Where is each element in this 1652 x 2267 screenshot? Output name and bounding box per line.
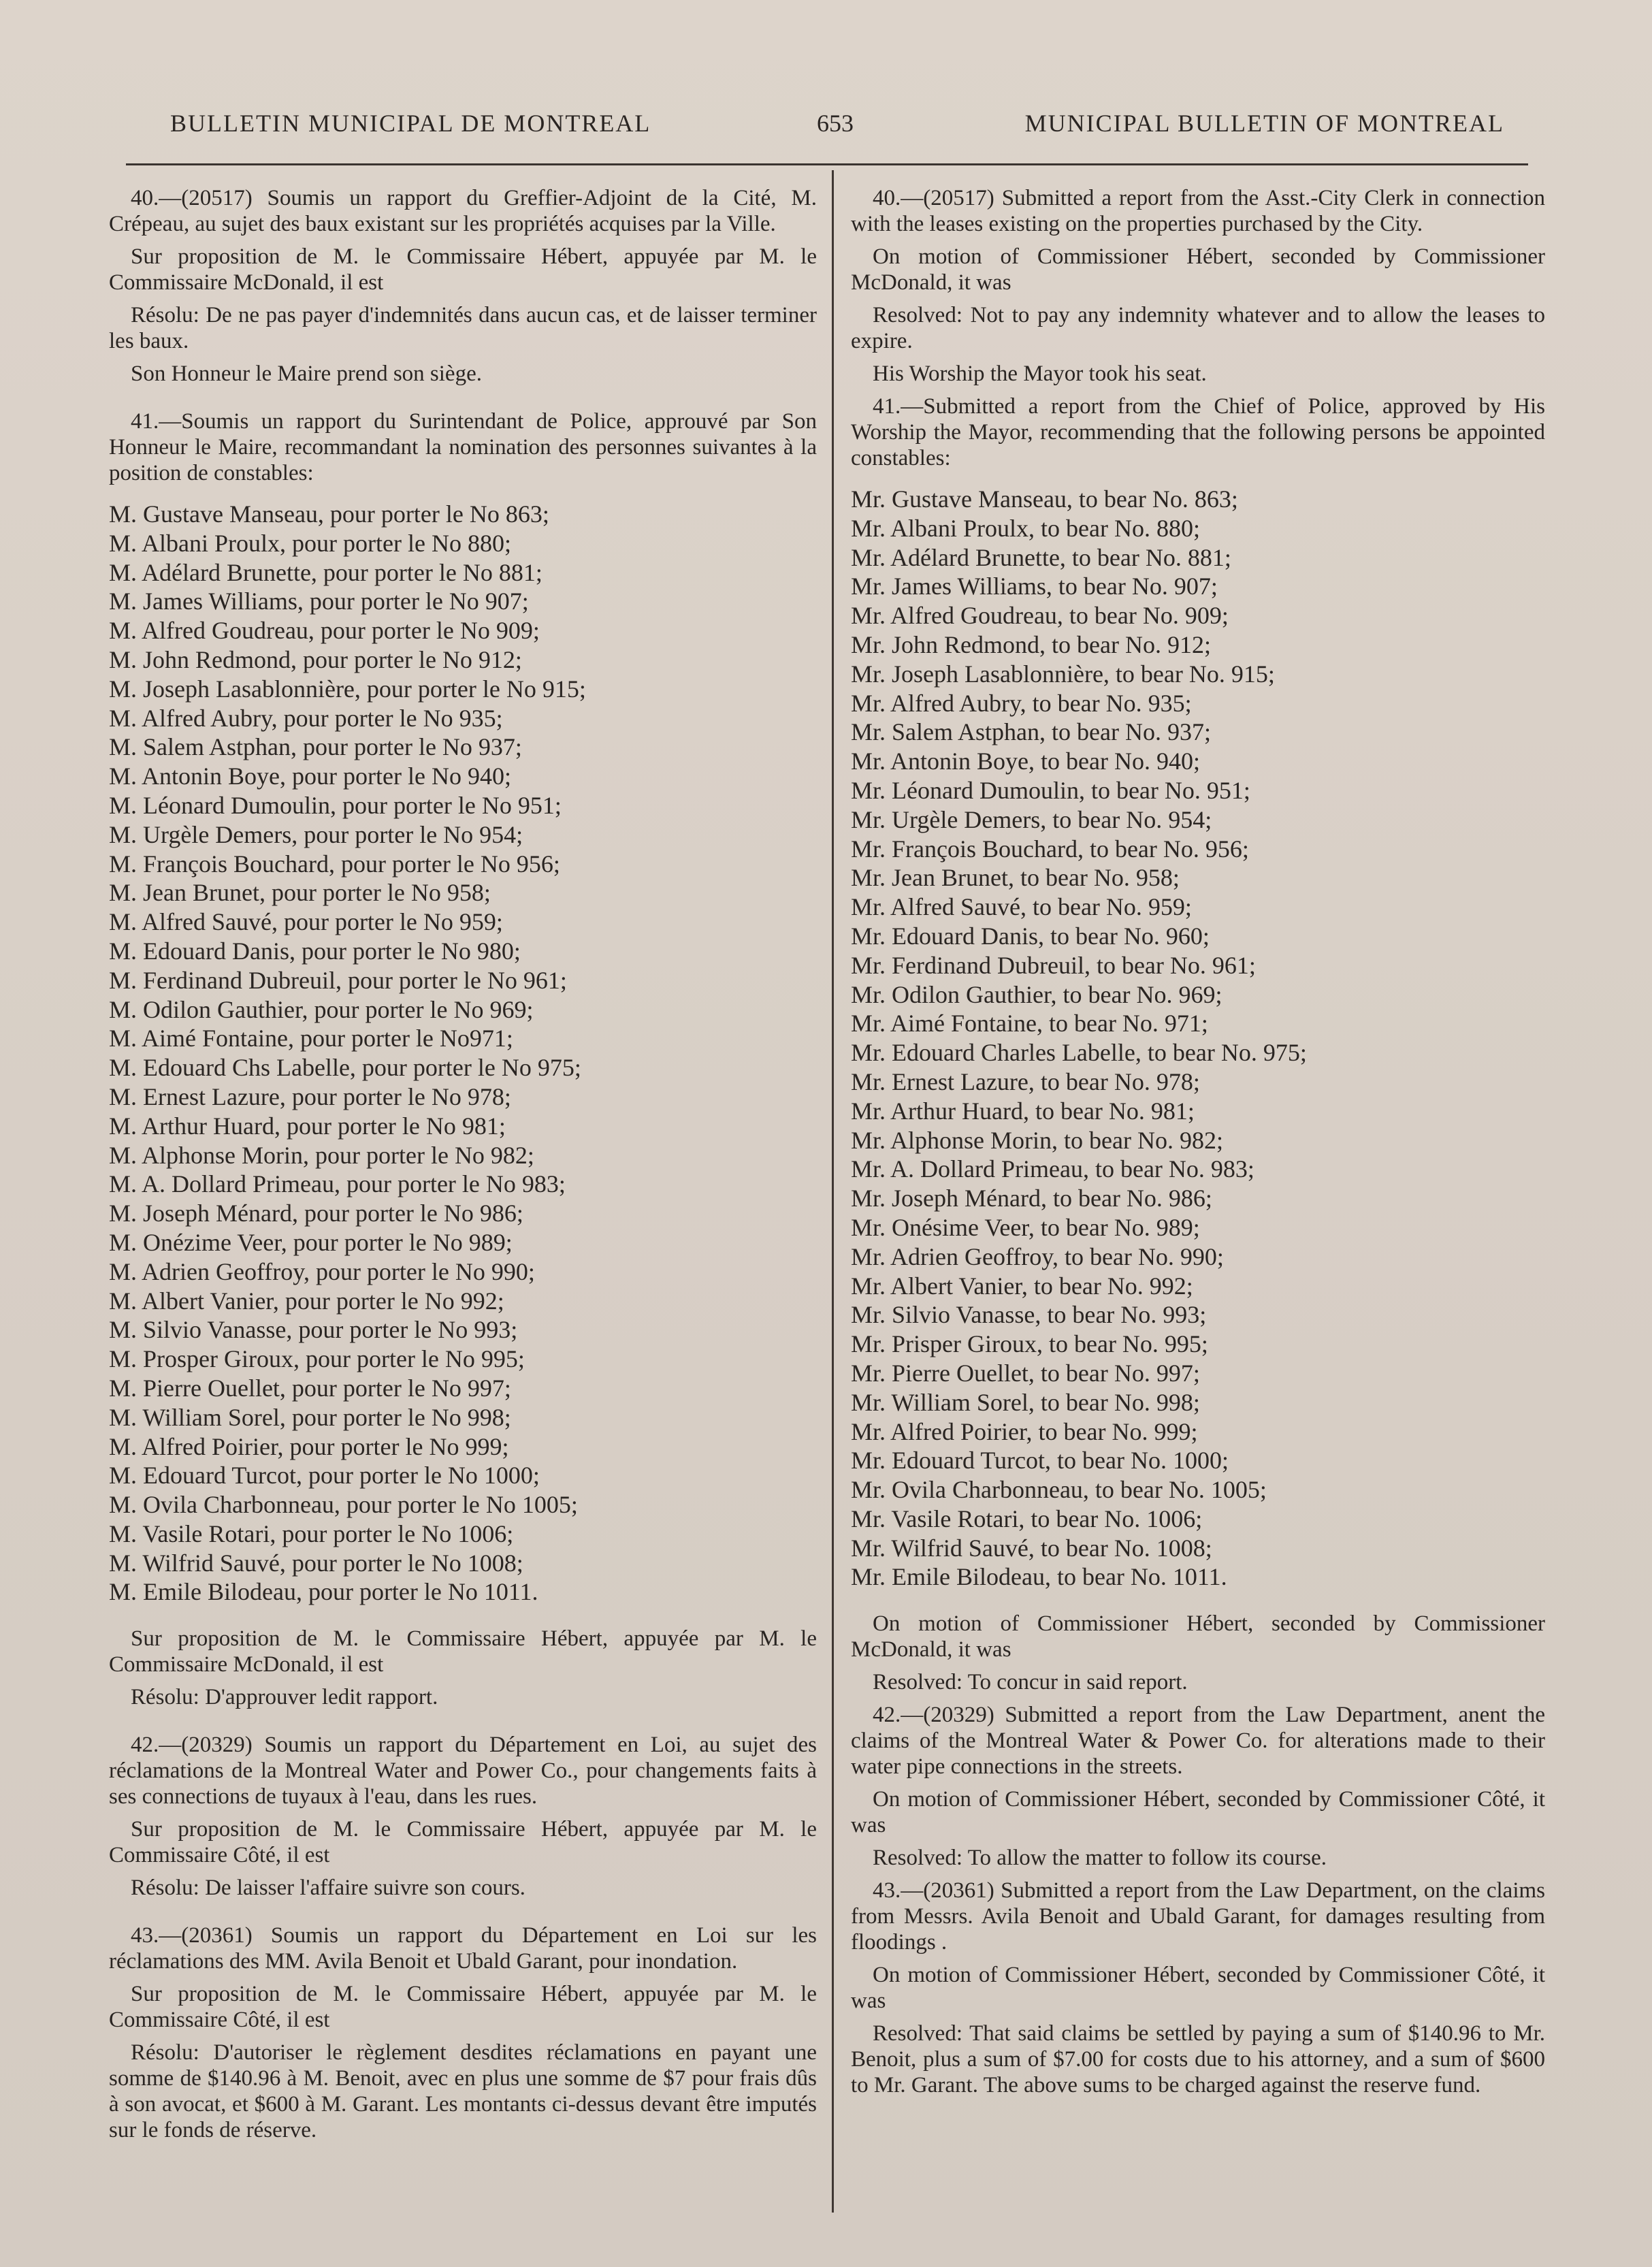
fr-constable-entry: M. Antonin Boye, pour porter le No 940; xyxy=(109,762,511,790)
fr-constable-entry: M. Urgèle Demers, pour porter le No 954; xyxy=(109,820,523,848)
fr-item-43: 43.—(20361) Soumis un rapport du Département en Loi sur les réclamations des MM. Avila Benoit et Ubald Garant, pour inondation. xyxy=(109,1923,817,1974)
french-column xyxy=(109,185,817,2150)
fr-constable-entry: M. Edouard Danis, pour porter le No 980; xyxy=(109,937,521,965)
fr-constable-entry: M. Ernest Lazure, pour porter le No 978; xyxy=(109,1082,511,1110)
fr-item-41: 41.—Soumis un rapport du Surintendant de Police, approuvé par Son Honneur le Maire, recommandant la nomination des personnes suivantes à la position de constables: xyxy=(109,409,817,485)
en-constable-entry: Mr. Onésime Veer, to bear No. 989; xyxy=(851,1213,1200,1241)
fr-constable-entry: M. Ferdinand Dubreuil, pour porter le No 961; xyxy=(109,966,567,994)
en-constable-entry: Mr. Jean Brunet, to bear No. 958; xyxy=(851,864,1180,892)
english-column xyxy=(851,185,1545,2105)
fr-constable-entry: M. Prosper Giroux, pour porter le No 995; xyxy=(109,1345,525,1373)
en-item-40-resolution: Resolved: Not to pay any indemnity whatever and to allow the leases to expire. xyxy=(851,303,1545,353)
fr-constable-entry: M. Emile Bilodeau, pour porter le No 1011. xyxy=(109,1578,538,1606)
fr-constable-entry: M. Silvio Vanasse, pour porter le No 993; xyxy=(109,1316,518,1344)
fr-constable-list xyxy=(109,500,817,1607)
header-french-title: BULLETIN MUNICIPAL DE MONTREAL xyxy=(170,110,651,137)
fr-constable-entry: M. John Redmond, pour porter le No 912; xyxy=(109,645,522,673)
en-constable-entry: Mr. Joseph Ménard, to bear No. 986; xyxy=(851,1185,1212,1212)
en-item-40-motion: On motion of Commissioner Hébert, seconded by Commissioner McDonald, it was xyxy=(851,244,1545,295)
en-constable-entry: Mr. Adélard Brunette, to bear No. 881; xyxy=(851,543,1231,571)
fr-constable-entry: M. Edouard Turcot, pour porter le No 1000; xyxy=(109,1462,540,1490)
en-item-43: 43.—(20361) Submitted a report from the Law Department, on the claims from Messrs. Avila Benoit and Ubald Garant, for damages resulting from floodings . xyxy=(851,1878,1545,1955)
header-rule xyxy=(126,163,1528,165)
fr-constable-entry: M. William Sorel, pour porter le No 998; xyxy=(109,1403,511,1431)
fr-constable-entry: M. Alphonse Morin, pour porter le No 982; xyxy=(109,1141,534,1169)
fr-constable-entry: M. Joseph Lasablonnière, pour porter le No 915; xyxy=(109,675,586,703)
fr-constable-entry: M. Arthur Huard, pour porter le No 981; xyxy=(109,1112,506,1140)
page-number: 653 xyxy=(817,110,854,137)
en-constable-entry: Mr. William Sorel, to bear No. 998; xyxy=(851,1388,1200,1416)
en-constable-entry: Mr. Aimé Fontaine, to bear No. 971; xyxy=(851,1010,1208,1038)
fr-item-41-resolution: Résolu: D'approuver ledit rapport. xyxy=(131,1685,438,1710)
fr-constable-entry: M. Ovila Charbonneau, pour porter le No 1005; xyxy=(109,1491,578,1519)
fr-constable-entry: M. Alfred Poirier, pour porter le No 999; xyxy=(109,1432,509,1460)
en-constable-entry: Mr. Salem Astphan, to bear No. 937; xyxy=(851,718,1211,746)
en-mayor-seat: His Worship the Mayor took his seat. xyxy=(873,361,1207,386)
fr-constable-entry: M. Vasile Rotari, pour porter le No 1006; xyxy=(109,1520,514,1547)
en-constable-entry: Mr. Gustave Manseau, to bear No. 863; xyxy=(851,485,1238,513)
fr-constable-entry: M. Léonard Dumoulin, pour porter le No 951; xyxy=(109,791,562,819)
fr-item-43-resolution: Résolu: D'autoriser le règlement desdites réclamations en payant une somme de $140.96 à M. Benoit, avec en plus une somme de $7 pour frais dûs à son avocat, et $600 à M. Garant. Les montants ci-dessus devant être imputés sur le fonds de réserve. xyxy=(109,2040,817,2143)
en-item-41-motion: On motion of Commissioner Hébert, seconded by Commissioner McDonald, it was xyxy=(851,1611,1545,1662)
fr-constable-entry: M. Albert Vanier, pour porter le No 992; xyxy=(109,1287,504,1315)
en-constable-entry: Mr. Alphonse Morin, to bear No. 982; xyxy=(851,1126,1223,1154)
fr-item-41-motion: Sur proposition de M. le Commissaire Hébert, appuyée par M. le Commissaire McDonald, il est xyxy=(109,1626,817,1677)
en-constable-entry: Mr. Ovila Charbonneau, to bear No. 1005; xyxy=(851,1476,1267,1504)
fr-item-42-resolution: Résolu: De laisser l'affaire suivre son cours. xyxy=(131,1876,525,1901)
en-constable-entry: Mr. Alfred Aubry, to bear No. 935; xyxy=(851,689,1192,717)
en-constable-entry: Mr. Adrien Geoffroy, to bear No. 990; xyxy=(851,1242,1224,1270)
en-constable-entry: Mr. Edouard Charles Labelle, to bear No. 975; xyxy=(851,1039,1307,1067)
fr-constable-entry: M. Alfred Goudreau, pour porter le No 909; xyxy=(109,617,540,645)
en-constable-entry: Mr. Odilon Gauthier, to bear No. 969; xyxy=(851,980,1222,1008)
header-english-title: MUNICIPAL BULLETIN OF MONTREAL xyxy=(1024,110,1504,137)
fr-constable-entry: M. Jean Brunet, pour porter le No 958; xyxy=(109,879,491,907)
en-constable-entry: Mr. Emile Bilodeau, to bear No. 1011. xyxy=(851,1563,1227,1591)
fr-constable-entry: M. Pierre Ouellet, pour porter le No 997; xyxy=(109,1374,511,1402)
fr-item-43-motion: Sur proposition de M. le Commissaire Hébert, appuyée par M. le Commissaire Côté, il est xyxy=(109,1982,817,2033)
en-constable-entry: Mr. John Redmond, to bear No. 912; xyxy=(851,630,1211,658)
en-constable-entry: Mr. François Bouchard, to bear No. 956; xyxy=(851,835,1249,863)
fr-constable-entry: M. Onézime Veer, pour porter le No 989; xyxy=(109,1228,513,1256)
en-item-43-motion: On motion of Commissioner Hébert, seconded by Commissioner Côté, it was xyxy=(851,1963,1545,2014)
fr-constable-entry: M. Salem Astphan, pour porter le No 937; xyxy=(109,733,522,761)
en-constable-entry: Mr. Ernest Lazure, to bear No. 978; xyxy=(851,1067,1200,1095)
fr-constable-entry: M. Alfred Sauvé, pour porter le No 959; xyxy=(109,908,503,936)
en-constable-entry: Mr. Albani Proulx, to bear No. 880; xyxy=(851,514,1200,542)
en-constable-entry: Mr. Vasile Rotari, to bear No. 1006; xyxy=(851,1505,1203,1532)
en-item-41: 41.—Submitted a report from the Chief of Police, approved by His Worship the Mayor, recommending that the following persons be appointed constables: xyxy=(851,394,1545,470)
column-divider xyxy=(832,170,834,2213)
en-constable-entry: Mr. Alfred Sauvé, to bear No. 959; xyxy=(851,893,1192,921)
fr-constable-entry: M. Adélard Brunette, pour porter le No 881; xyxy=(109,558,542,586)
en-item-40: 40.—(20517) Submitted a report from the Asst.-City Clerk in connection with the leases existing on the properties purchased by the City. xyxy=(851,186,1545,236)
en-constable-entry: Mr. Wilfrid Sauvé, to bear No. 1008; xyxy=(851,1534,1212,1562)
en-constable-entry: Mr. Edouard Turcot, to bear No. 1000; xyxy=(851,1447,1229,1475)
fr-constable-entry: M. Odilon Gauthier, pour porter le No 969; xyxy=(109,995,534,1023)
fr-constable-entry: M. François Bouchard, pour porter le No 956; xyxy=(109,850,560,878)
fr-item-40-motion: Sur proposition de M. le Commissaire Hébert, appuyée par M. le Commissaire McDonald, il est xyxy=(109,244,817,295)
en-constable-entry: Mr. Alfred Goudreau, to bear No. 909; xyxy=(851,602,1229,630)
en-constable-entry: Mr. Ferdinand Dubreuil, to bear No. 961; xyxy=(851,951,1256,979)
en-constable-entry: Mr. Antonin Boye, to bear No. 940; xyxy=(851,747,1200,775)
fr-constable-entry: M. Gustave Manseau, pour porter le No 863; xyxy=(109,500,549,528)
fr-constable-entry: M. Wilfrid Sauvé, pour porter le No 1008; xyxy=(109,1549,523,1577)
en-constable-entry: Mr. James Williams, to bear No. 907; xyxy=(851,573,1218,600)
fr-item-40: 40.—(20517) Soumis un rapport du Greffier-Adjoint de la Cité, M. Crépeau, au sujet des baux existant sur les propriétés acquises par la Ville. xyxy=(109,186,817,236)
fr-constable-entry: M. A. Dollard Primeau, pour porter le No 983; xyxy=(109,1170,566,1198)
fr-mayor-seat: Son Honneur le Maire prend son siège. xyxy=(131,361,482,386)
fr-item-42-motion: Sur proposition de M. le Commissaire Hébert, appuyée par M. le Commissaire Côté, il est xyxy=(109,1817,817,1868)
en-constable-entry: Mr. Albert Vanier, to bear No. 992; xyxy=(851,1272,1193,1300)
en-constable-entry: Mr. Urgèle Demers, to bear No. 954; xyxy=(851,805,1212,833)
fr-constable-entry: M. Joseph Ménard, pour porter le No 986; xyxy=(109,1200,523,1227)
en-item-42-resolution: Resolved: To allow the matter to follow its course. xyxy=(873,1846,1327,1871)
en-constable-entry: Mr. Prisper Giroux, to bear No. 995; xyxy=(851,1330,1208,1358)
en-constable-entry: Mr. Joseph Lasablonnière, to bear No. 915; xyxy=(851,660,1275,688)
en-constable-entry: Mr. Léonard Dumoulin, to bear No. 951; xyxy=(851,776,1250,804)
en-constable-entry: Mr. Arthur Huard, to bear No. 981; xyxy=(851,1097,1195,1125)
fr-constable-entry: M. Edouard Chs Labelle, pour porter le No 975; xyxy=(109,1054,581,1082)
fr-constable-entry: M. Aimé Fontaine, pour porter le No971; xyxy=(109,1025,513,1052)
fr-item-40-resolution: Résolu: De ne pas payer d'indemnités dans aucun cas, et de laisser terminer les baux. xyxy=(109,303,817,353)
fr-constable-entry: M. Alfred Aubry, pour porter le No 935; xyxy=(109,704,503,732)
en-constable-entry: Mr. Silvio Vanasse, to bear No. 993; xyxy=(851,1301,1207,1329)
page-header xyxy=(170,109,1504,150)
fr-constable-entry: M. Albani Proulx, pour porter le No 880; xyxy=(109,529,511,557)
en-item-42-motion: On motion of Commissioner Hébert, seconded by Commissioner Côté, it was xyxy=(851,1787,1545,1838)
fr-constable-entry: M. James Williams, pour porter le No 907; xyxy=(109,588,529,615)
en-item-43-resolution: Resolved: That said claims be settled by paying a sum of $140.96 to Mr. Benoit, plus a sum of $7.00 for costs due to his attorney, and a sum of $600 to Mr. Garant. The above sums to be charged against the reserve fund. xyxy=(851,2021,1545,2098)
en-constable-entry: Mr. Pierre Ouellet, to bear No. 997; xyxy=(851,1359,1200,1387)
en-constable-list xyxy=(851,485,1545,1592)
en-item-41-resolution: Resolved: To concur in said report. xyxy=(873,1670,1188,1695)
fr-item-42: 42.—(20329) Soumis un rapport du Département en Loi, au sujet des réclamations de la Montreal Water and Power Co., pour changements faits à ses connections de tuyaux à l'eau, dans les rues. xyxy=(109,1733,817,1810)
en-constable-entry: Mr. Edouard Danis, to bear No. 960; xyxy=(851,922,1210,950)
en-constable-entry: Mr. Alfred Poirier, to bear No. 999; xyxy=(851,1417,1198,1445)
en-constable-entry: Mr. A. Dollard Primeau, to bear No. 983; xyxy=(851,1155,1254,1183)
fr-constable-entry: M. Adrien Geoffroy, pour porter le No 990; xyxy=(109,1257,535,1285)
en-item-42: 42.—(20329) Submitted a report from the Law Department, anent the claims of the Montreal Water & Power Co. for alterations made to their water pipe connections in the streets. xyxy=(851,1703,1545,1780)
